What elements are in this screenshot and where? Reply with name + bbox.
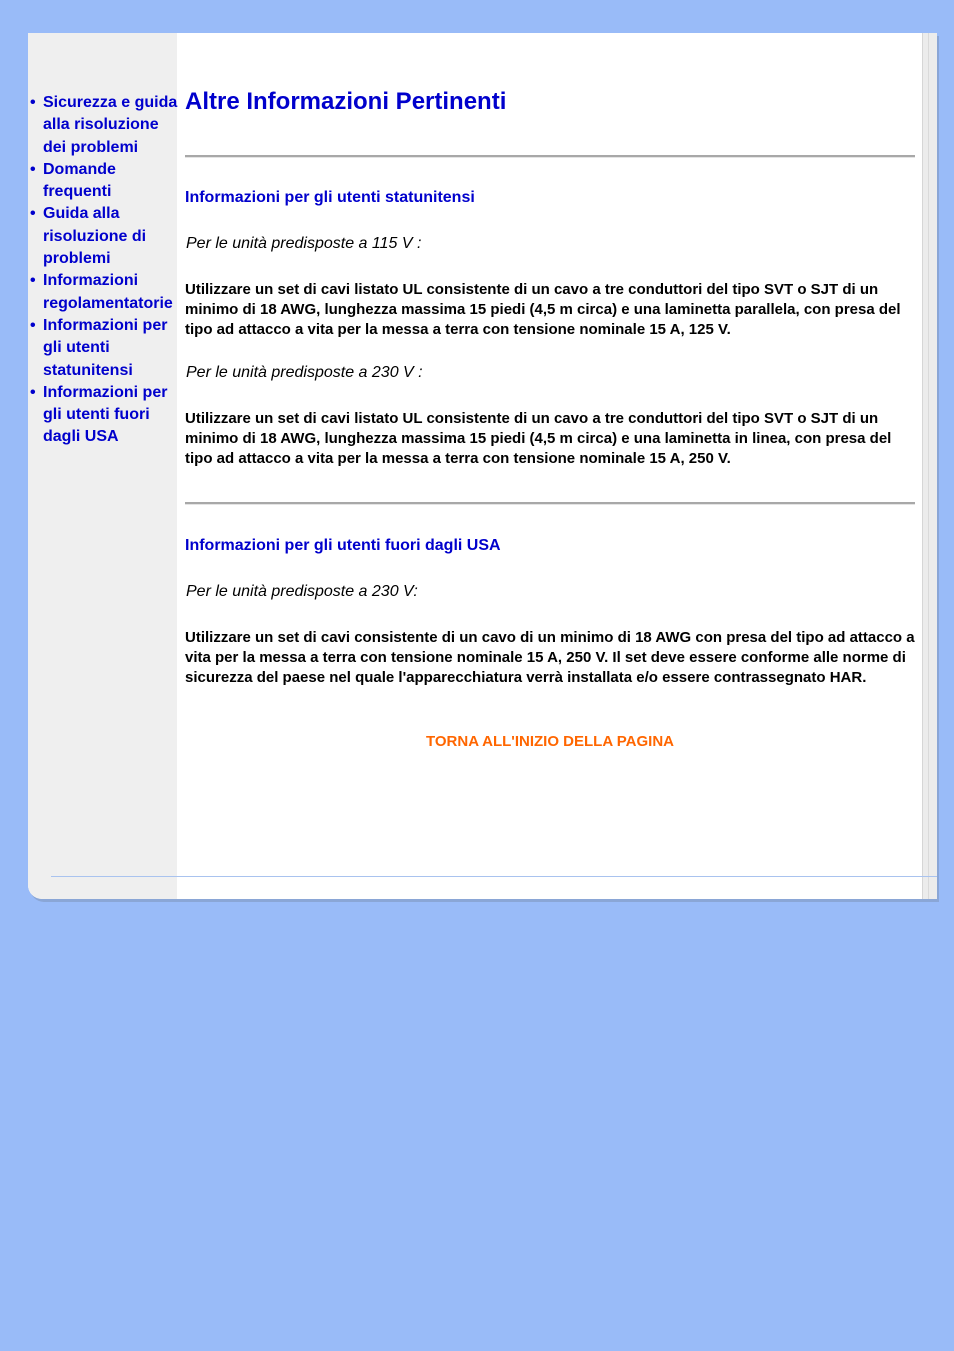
right-border-strip [922, 33, 937, 899]
sidebar-item-label[interactable]: Guida alla risoluzione di problemi [43, 205, 147, 268]
page-frame [28, 33, 937, 899]
sidebar-nav [30, 92, 180, 449]
sidebar-item-regolamentatorie[interactable] [30, 270, 180, 315]
sidebar-item-label[interactable]: Informazioni regolamentatorie [43, 272, 173, 312]
sidebar-item-domande-frequenti[interactable] [30, 159, 180, 204]
sidebar-item-guida-risoluzione[interactable] [30, 203, 180, 270]
sidebar-item-utenti-statunitensi[interactable] [30, 315, 180, 382]
footer-divider [51, 876, 937, 877]
requirement-text: Utilizzare un set di cavi listato UL consistente di un cavo a tre conduttori del tipo SVT o SJT di un minimo di 18 AWG, lunghezza massima 15 piedi (4,5 m circa) e una laminetta parallela, con presa del tipo ad attacco a vita per la messa a terra con tensione nominale 15 A, 125 V. [185, 281, 901, 338]
requirement-text: Utilizzare un set di cavi consistente di un cavo di un minimo di 18 AWG con presa del tipo ad attacco a vita per la messa a terra con tensione nominale 15 A, 250 V. Il set deve essere conforme alle norme di sicurezza del paese nel quale l'apparecchiatura verrà installata e/o essere contrassegnato HAR. [185, 629, 915, 686]
bullet-icon: • [30, 94, 36, 111]
sidebar-item-utenti-fuori-usa[interactable] [30, 382, 180, 449]
sidebar-item-sicurezza[interactable] [30, 92, 180, 159]
bullet-icon: • [30, 316, 36, 334]
back-to-top-link[interactable]: TORNA ALL'INIZIO DELLA PAGINA [426, 733, 674, 750]
bullet-icon: • [30, 272, 36, 290]
sidebar-item-label[interactable]: Informazioni per gli utenti statunitensi [43, 316, 168, 379]
voltage-label: Per le unità predisposte a 115 V : [186, 235, 422, 252]
section-heading-us: Informazioni per gli utenti statunitensi [185, 189, 475, 206]
voltage-label: Per le unità predisposte a 230 V: [186, 583, 418, 600]
page-title: Altre Informazioni Pertinenti [185, 88, 507, 115]
sidebar-item-label[interactable]: Informazioni per gli utenti fuori dagli USA [43, 383, 168, 446]
bullet-icon: • [30, 383, 36, 401]
sidebar-item-label[interactable]: Domande frequenti [43, 160, 116, 201]
divider [185, 155, 915, 158]
bullet-icon: • [30, 205, 36, 223]
bullet-icon: • [30, 160, 36, 178]
voltage-label: Per le unità predisposte a 230 V : [186, 364, 423, 381]
requirement-text: Utilizzare un set di cavi listato UL consistente di un cavo a tre conduttori del tipo SVT o SJT di un minimo di 18 AWG, lunghezza massima 15 piedi (4,5 m circa) e una laminetta in linea, con presa del tipo ad attacco a vita per la messa a terra con tensione nominale 15 A, 250 V. [185, 410, 892, 467]
divider [185, 502, 915, 505]
sidebar-item-label[interactable]: Sicurezza e guida alla risoluzione dei problemi [43, 94, 178, 156]
section-heading-non-us: Informazioni per gli utenti fuori dagli USA [185, 537, 501, 554]
